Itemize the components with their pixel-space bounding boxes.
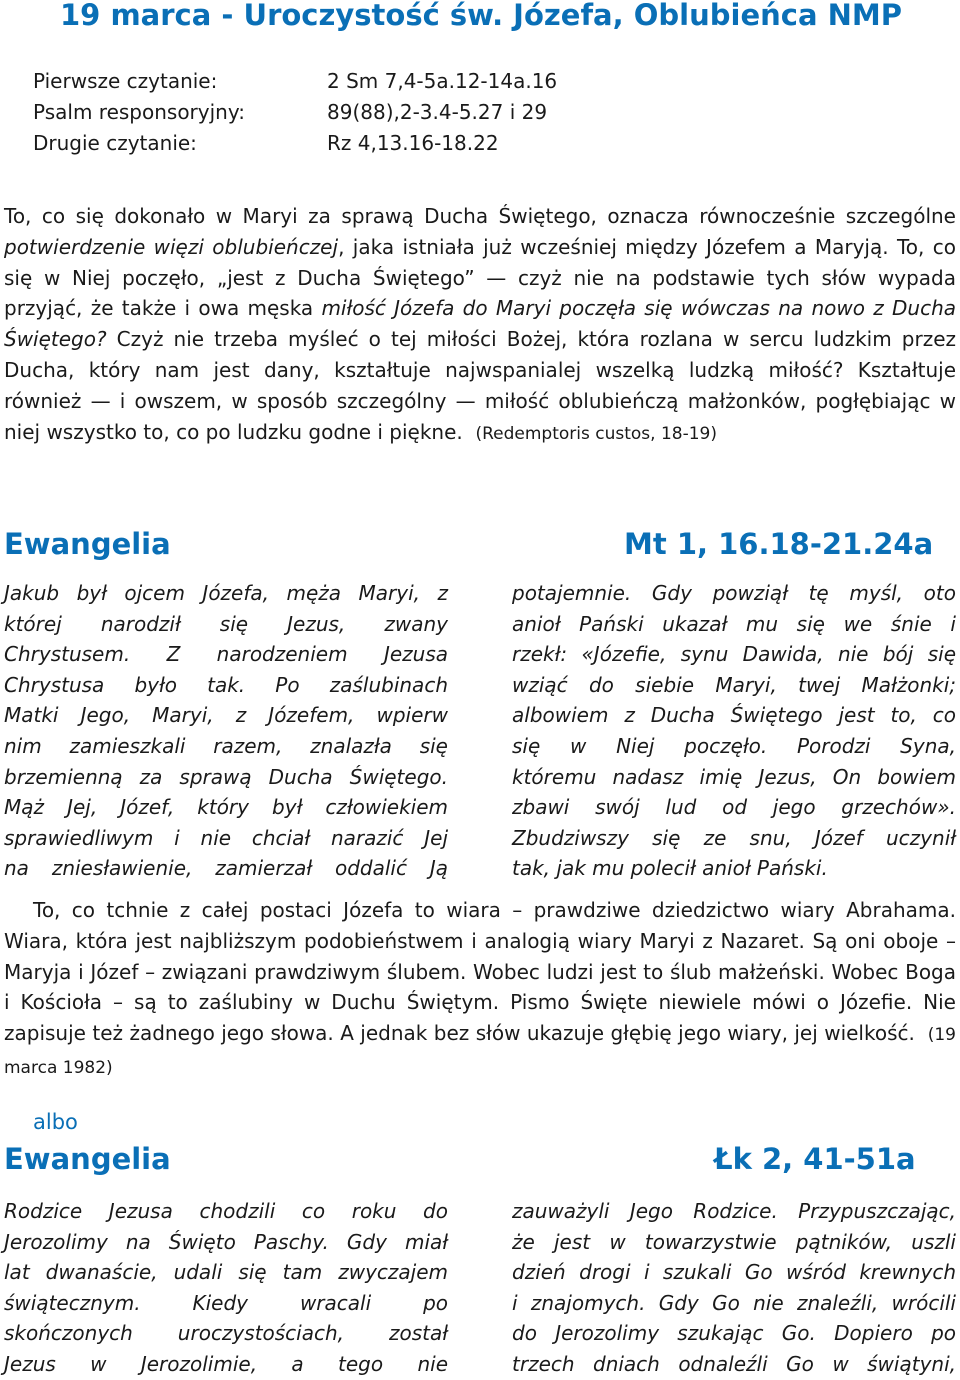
gospel-reference: Mt 1, 16.18-21.24a (624, 527, 934, 561)
reading-row (33, 66, 557, 97)
gospel-reference: Łk 2, 41-51a (714, 1142, 916, 1176)
readings-list (33, 66, 557, 159)
gospel-line: zbawi swój lud od jego grzechów». (512, 795, 956, 820)
commentary-source: (Redemptoris custos, 18-19) (475, 423, 717, 444)
gospel-line: któremu nadasz imię Jezus, On bowiem (512, 764, 956, 789)
gospel-line: na zniesławienie, zamierzał oddalić Ją (4, 856, 448, 881)
gospel-line: anioł Pański ukazał mu się we śnie i (512, 611, 956, 636)
gospel-line: Jerozolimy na Święto Paschy. Gdy miał (4, 1229, 448, 1254)
page-title: 19 marca - Uroczystość św. Józefa, Oblubieńca NMP (60, 0, 902, 32)
gospel-line: sprawiedliwym i nie chciał narazić Jej (4, 825, 448, 850)
reading-label: Drugie czytanie: (33, 131, 197, 155)
commentary-paragraph-1: To, co się dokonało w Maryi za sprawą Ducha Świętego, oznacza równocześnie szczególne potwierdzenie więzi oblubieńczej, jaka istniała już wcześniej między Józefem a Maryją. To, co się w Niej poczęło, „jest z Ducha Świętego” — czyż nie na podstawie tych słów wypada przyjąć, że także i owa męska miłość Józefa do Maryi poczęła się wówczas na nowo z Ducha Świętego? Czyż nie trzeba myśleć o tej miłości Bożej, która rozlana w sercu ludzkim przez Ducha, który nam jest dany, kształtuje najwspanialej wszelką ludzką miłość? Kształtuje również — i owszem, w sposób szczególny — miłość oblubieńczą małżonków, pogłębiając w niej wszystko to, co po ludzku godne i piękne. (Redemptoris custos, 18-19) (4, 204, 957, 444)
gospel-line: Jezus w Jerozolimie, a tego nie (4, 1351, 448, 1376)
reading-value: 89(88),2-3.4-5.27 i 29 (327, 100, 548, 124)
gospel-line: i znajomych. Gdy Go nie znaleźli, wrócili (512, 1290, 956, 1315)
reading-value: 2 Sm 7,4-5a.12-14a.16 (327, 69, 558, 93)
gospel-heading-2 (4, 1142, 934, 1176)
alternative-label: albo (33, 1110, 78, 1134)
gospel-line: Chrystusem. Z narodzeniem Jezusa (4, 642, 448, 667)
gospel-line: do Jerozolimy szukając Go. Dopiero po (512, 1321, 956, 1346)
gospel-2-left-column (4, 1196, 448, 1380)
gospel-line: rzekł: «Józefie, synu Dawida, nie bój się (512, 642, 956, 667)
gospel-line: się w Niej poczęło. Porodzi Syna, (512, 733, 956, 758)
reading-row (33, 128, 557, 159)
gospel-line: świątecznym. Kiedy wracali po (4, 1290, 448, 1315)
reading-row (33, 97, 557, 128)
gospel-line: zauważyli Jego Rodzice. Przypuszczając, (512, 1199, 956, 1223)
gospel-line: lat dwanaście, udali się tam zwyczajem (4, 1260, 448, 1285)
gospel-line: tak, jak mu polecił anioł Pański. (512, 856, 828, 881)
gospel-line: trzech dniach odnaleźli Go w świątyni, (512, 1351, 956, 1376)
gospel-line: nim zamieszkali razem, znalazła się (4, 733, 448, 758)
gospel-line: że jest w towarzystwie pątników, uszli (512, 1229, 956, 1254)
commentary-paragraph-2: To, co tchnie z całej postaci Józefa to wiara – prawdziwe dziedzictwo wiary Abrahama. Wiara, która jest najbliższym podobieństwem i analogią wiary Maryi z Nazaret. Są oni oboje – Maryja i Józef – związani prawdziwym ślubem. Wobec ludzi jest to ślub małżeński. Wobec Boga i Kościoła – są to zaślubiny w Duchu Świętym. Pismo Święte niewiele mówi o Józefie. Nie zapisuje też żadnego jego słowa. A jednak bez słów ukazuje głębię jego wiary, jej wielkość. (19 marca 1982) (4, 898, 956, 1078)
gospel-line: potajemnie. Gdy powziął tę myśl, oto (512, 581, 956, 605)
gospel-heading-1 (4, 527, 934, 561)
gospel-line: Chrystusa było tak. Po zaślubinach (4, 672, 448, 697)
gospel-line: Matki Jego, Maryi, z Józefem, wpierw (4, 703, 448, 728)
gospel-line: albowiem z Ducha Świętego jest to, co (512, 703, 956, 728)
gospel-line: której narodził się Jezus, zwany (4, 611, 448, 636)
gospel-1-right-column (512, 578, 956, 884)
reading-label: Pierwsze czytanie: (33, 69, 218, 93)
gospel-line: brzemienną za sprawą Ducha Świętego. (4, 764, 448, 789)
gospel-line: wziąć do siebie Maryi, twej Małżonki; (512, 672, 956, 697)
gospel-line: Rodzice Jezusa chodzili co roku do (4, 1199, 448, 1223)
gospel-line: Mąż Jej, Józef, który był człowiekiem (4, 795, 448, 820)
commentary-source: (19 marca 1982) (4, 1025, 956, 1078)
gospel-title: Ewangelia (4, 1142, 171, 1176)
reading-value: Rz 4,13.16-18.22 (327, 131, 499, 155)
gospel-2-right-column (512, 1196, 956, 1380)
reading-label: Psalm responsoryjny: (33, 100, 245, 124)
gospel-line: skończonych uroczystościach, został (4, 1321, 448, 1346)
gospel-title: Ewangelia (4, 527, 171, 561)
gospel-1-left-column (4, 578, 448, 884)
gospel-line: Zbudziwszy się ze snu, Józef uczynił (512, 825, 956, 850)
gospel-line: dzień drogi i szukali Go wśród krewnych (512, 1260, 956, 1285)
gospel-line: Jakub był ojcem Józefa, męża Maryi, z (4, 581, 448, 605)
